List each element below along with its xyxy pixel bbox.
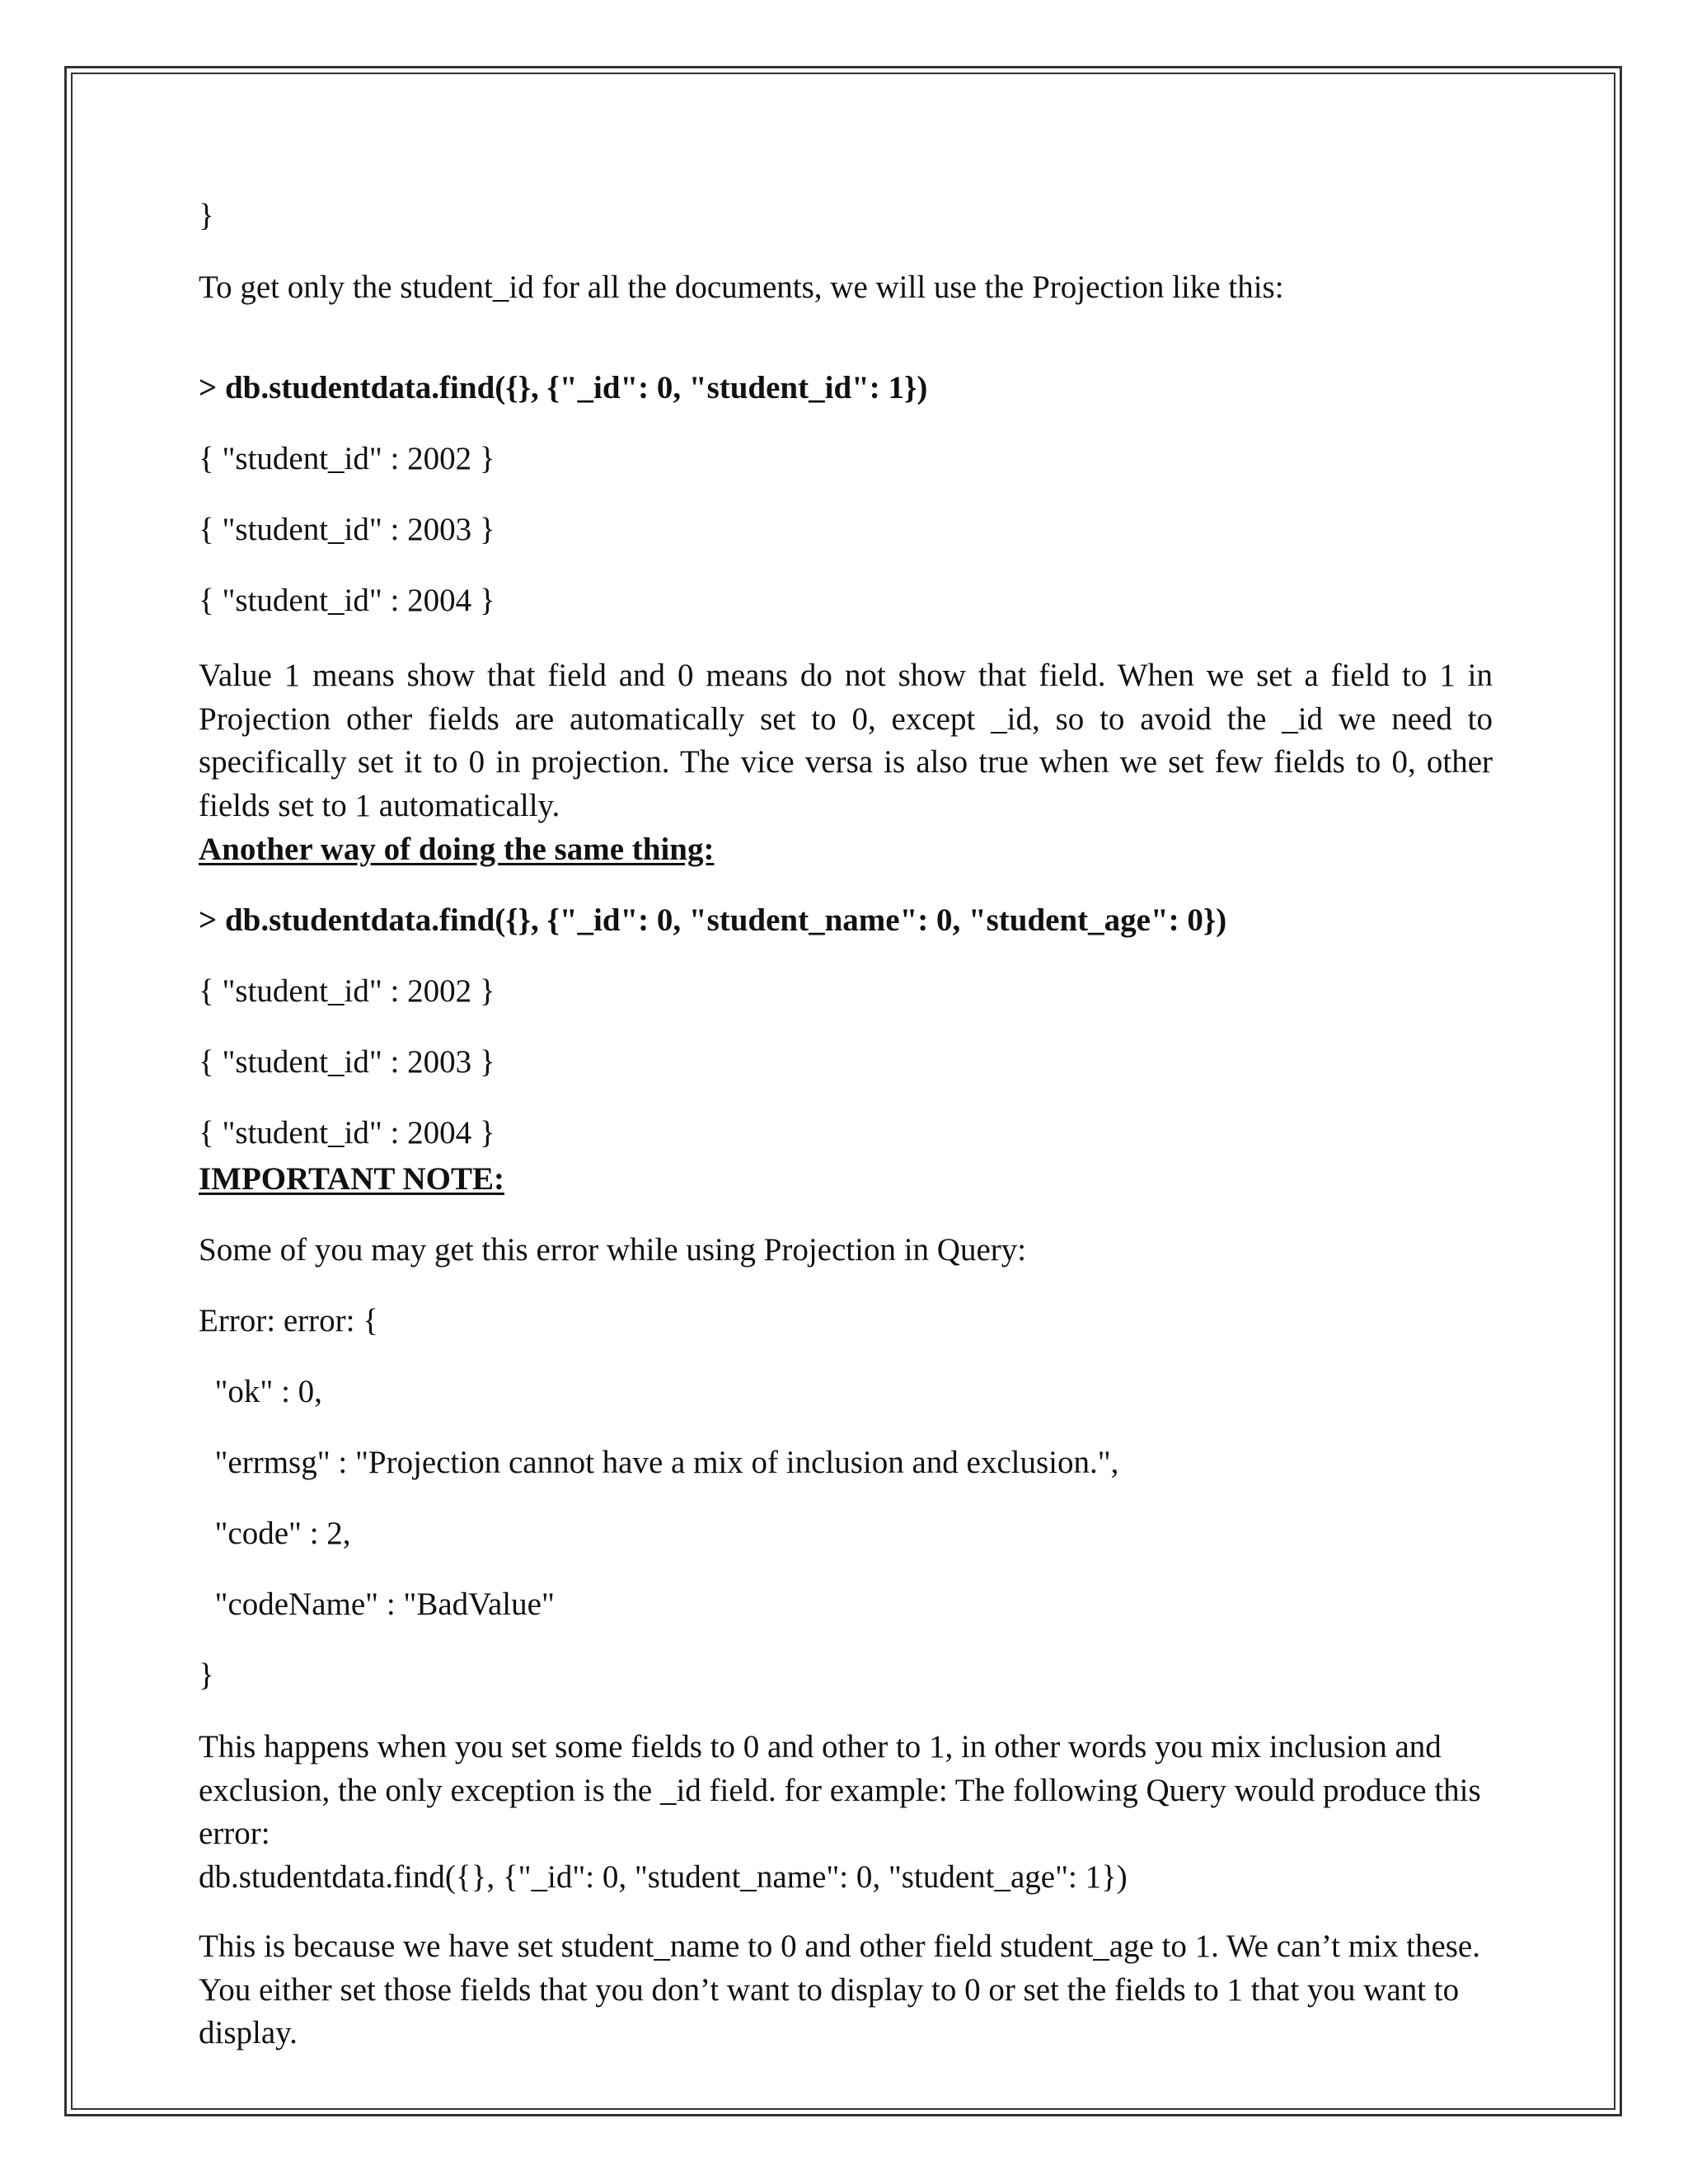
heading-important-note: IMPORTANT NOTE:: [199, 1161, 504, 1197]
error-line: "code" : 2,: [199, 1516, 351, 1551]
heading-another-way: Another way of doing the same thing:: [199, 832, 715, 867]
result-line: { "student_id" : 2002 }: [199, 441, 495, 476]
command-find-student-id: > db.studentdata.find({}, {"_id": 0, "student_id": 1}): [199, 370, 928, 405]
error-line: "errmsg" : "Projection cannot have a mix of inclusion and exclusion.",: [199, 1445, 1119, 1480]
result-line: { "student_id" : 2003 }: [199, 512, 495, 547]
conclusion-paragraph: This is because we have set student_name to 0 and other field student_age to 1. We can’t mix these. You either set those fields that you don’t want to display to 0 or set the fields to 1 that you want to display.: [199, 1929, 1480, 2050]
intro-text: To get only the student_id for all the documents, we will use the Projection like this:: [199, 269, 1284, 305]
error-line: }: [199, 1657, 214, 1693]
result-line: { "student_id" : 2004 }: [199, 1115, 495, 1151]
example-query: db.studentdata.find({}, {"_id": 0, "student_name": 0, "student_age": 1}): [199, 1859, 1128, 1895]
command-find-exclusion: > db.studentdata.find({}, {"_id": 0, "student_name": 0, "student_age": 0}): [199, 902, 1227, 938]
explanation-paragraph: Value 1 means show that field and 0 means do not show that field. When we set a field to 1 in Projection other fields are automatically set to 0, except _id, so to avoid the _id we need to specifically set it to 0 in projection. The vice versa is also true when we set few fields to 0, other fields set to 1 automatically.: [199, 658, 1493, 823]
result-line: { "student_id" : 2004 }: [199, 583, 495, 618]
result-line: { "student_id" : 2002 }: [199, 973, 495, 1009]
error-line: "ok" : 0,: [199, 1374, 322, 1409]
closing-brace: }: [199, 198, 214, 233]
result-line: { "student_id" : 2003 }: [199, 1044, 495, 1080]
error-explanation-paragraph: This happens when you set some fields to 0 and other to 1, in other words you mix inclusion and exclusion, the only exception is the _id field. for example: The following Query would produce this error:: [199, 1729, 1481, 1851]
error-line: "codeName" : "BadValue": [199, 1586, 555, 1622]
error-line: Error: error: {: [199, 1303, 378, 1338]
error-intro-text: Some of you may get this error while using Projection in Query:: [199, 1232, 1027, 1268]
